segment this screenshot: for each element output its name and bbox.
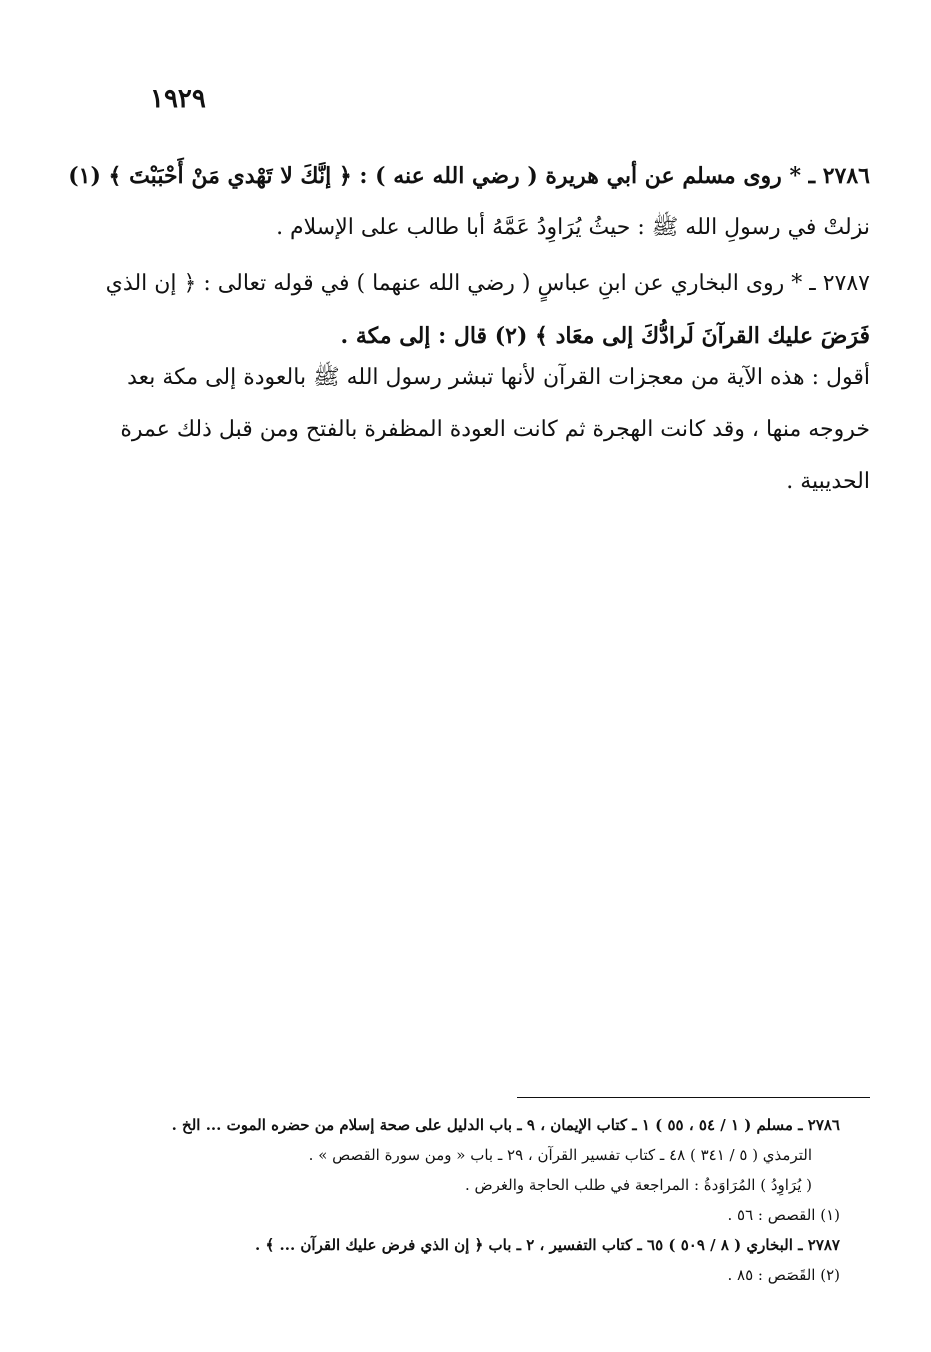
commentary-line: خروجه منها ، وقد كانت الهجرة ثم كانت العودة المظفرة بالفتح ومن قبل ذلك عمرة	[120, 417, 870, 442]
hadith-entry-2786	[68, 150, 870, 254]
footnote-line: (١) القصص : ٥٦ .	[727, 1206, 840, 1224]
hadith-entry-2787	[105, 258, 870, 362]
entry-line: ٢٧٨٧ ـ * روى البخاري عن ابنِ عباسٍ ( رضي الله عنهما ) في قوله تعالى : ﴿ إن الذي	[105, 271, 870, 296]
commentary-paragraph	[120, 352, 870, 508]
footnote-line: ( يُرَاوِدُ ) المُرَاوَدةُ : المراجعة في طلب الحاجة والغرض .	[464, 1176, 812, 1194]
entry-line: نزلتْ في رسولِ الله ﷺ : حيثُ يُرَاوِدُ عَمَّهُ أبا طالب على الإسلام .	[276, 215, 870, 240]
page-number: ١٩٢٩	[150, 84, 206, 114]
footnote-line: (٢) القَصَص : ٨٥ .	[727, 1266, 840, 1284]
footnote-divider	[517, 1097, 870, 1098]
footnote-line: الترمذي ( ٥ / ٣٤١ ) ٤٨ ـ كتاب تفسير القرآن ، ٢٩ ـ باب « ومن سورة القصص » .	[308, 1146, 812, 1164]
footnotes	[150, 1110, 840, 1290]
commentary-line: الحديبية .	[786, 469, 870, 494]
commentary-line: أقول : هذه الآية من معجزات القرآن لأنها تبشر رسول الله ﷺ بالعودة إلى مكة بعد	[127, 365, 870, 390]
entry-line: فَرَضَ عليك القرآنَ لَرادُّكَ إلى معَاد ﴾ (٢) قال : إلى مكة .	[340, 323, 870, 349]
footnote-line: ٢٧٨٦ ـ مسلم ( ١ / ٥٤ ، ٥٥ ) ١ ـ كتاب الإيمان ، ٩ ـ باب الدليل على صحة إسلام من حضره الموت ... الخ .	[171, 1116, 840, 1134]
footnote-line: ٢٧٨٧ ـ البخاري ( ٨ / ٥٠٩ ) ٦٥ ـ كتاب التفسير ، ٢ ـ باب ﴿ إن الذي فرض عليك القرآن ... ﴾ .	[255, 1236, 840, 1254]
entry-line: ٢٧٨٦ ـ * روى مسلم عن أبي هريرة ( رضي الله عنه ) : ﴿ إنَّكَ لا تَهْدي مَنْ أَحْبَبْتَ ﴾ (١)	[68, 163, 870, 189]
